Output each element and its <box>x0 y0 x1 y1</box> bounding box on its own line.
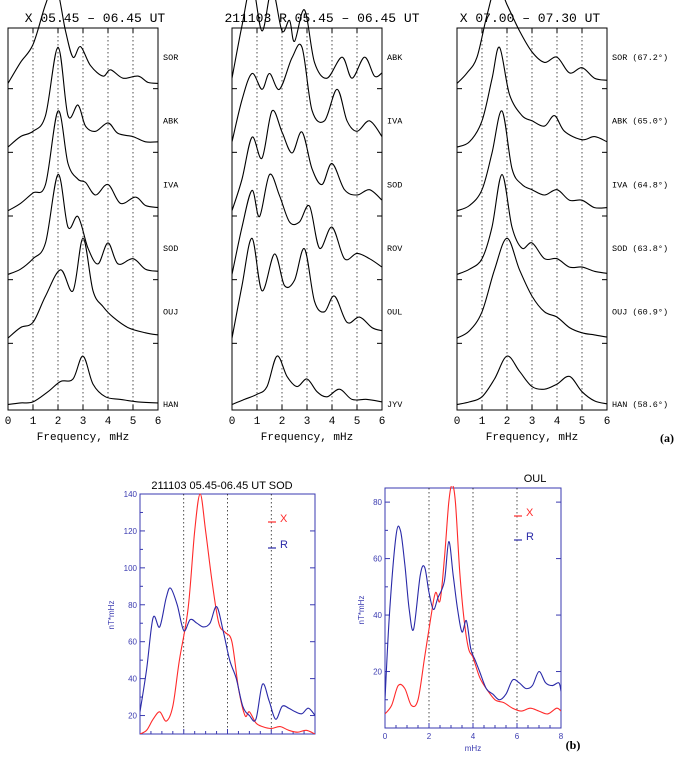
panel-a3-grid <box>482 28 582 410</box>
station-label-ouj: OUJ <box>163 307 179 318</box>
legend-label-r: R <box>526 531 534 543</box>
x-tick-label: 6 <box>378 416 386 428</box>
panel-b2-title: OUL <box>523 473 547 485</box>
x-tick-label: 5 <box>578 416 586 428</box>
station-label-rov: ROV <box>387 244 403 255</box>
x-tick-label: 6 <box>154 416 162 428</box>
panel-a1 <box>5 0 180 444</box>
y-tick-label: 20 <box>128 711 137 721</box>
legend-label-r: R <box>280 539 288 551</box>
x-tick-label: 6 <box>514 732 520 741</box>
x-tick-label: 2 <box>503 416 511 428</box>
y-tick-label: 80 <box>128 600 137 610</box>
station-label-jyv: JYV <box>387 400 403 410</box>
panel-a1-grid <box>33 28 133 410</box>
y-tick-label: 20 <box>373 667 382 677</box>
station-label-ouj-60-9: OUJ (60.9°) <box>612 307 669 318</box>
x-tick-label: 2 <box>54 416 62 428</box>
panel-a3-xlabel: Frequency, mHz <box>485 432 579 444</box>
panel-a1-xlabel: Frequency, mHz <box>36 432 130 444</box>
panel-b2-grid <box>429 488 517 728</box>
y-tick-label: 140 <box>123 490 137 499</box>
x-tick-label: 6 <box>603 416 611 428</box>
x-tick-label: 4 <box>553 416 561 428</box>
panel-b1 <box>107 480 315 734</box>
panel-b2-xlabel: mHz <box>464 744 482 753</box>
figure-label-b: (b) <box>565 738 581 752</box>
legend-label-x: X <box>526 507 534 519</box>
x-tick-label: 4 <box>470 732 476 741</box>
panel-a2-title: 211103 R 05.45 – 06.45 UT <box>224 11 420 26</box>
panel-b1-ylabel: nT*mHz <box>107 600 116 630</box>
x-tick-label: 1 <box>253 416 261 428</box>
y-tick-label: 100 <box>123 563 137 573</box>
x-tick-label: 2 <box>278 416 286 428</box>
station-label-oul: OUL <box>387 307 403 318</box>
figure-label-a: (a) <box>660 431 674 445</box>
panel-b1-title: 211103 05.45-06.45 UT SOD <box>151 480 293 492</box>
x-tick-label: 0 <box>228 416 236 428</box>
station-label-abk: ABK <box>163 116 179 127</box>
station-label-han-58-6: HAN (58.6°) <box>612 400 669 410</box>
panel-a2-grid <box>257 28 357 410</box>
panel-b2-curves <box>385 485 561 714</box>
station-label-sod: SOD <box>387 180 403 191</box>
panel-a2-xlabel: Frequency, mHz <box>260 432 354 444</box>
x-tick-label: 0 <box>4 416 12 428</box>
panel-a3-title: X 07.00 – 07.30 UT <box>459 11 601 26</box>
panel-a2 <box>224 0 419 444</box>
x-tick-label: 5 <box>353 416 361 428</box>
panel-b2-xticks <box>383 723 564 741</box>
panel-a2-station-labels <box>387 53 403 410</box>
x-tick-label: 3 <box>303 416 311 428</box>
x-tick-label: 4 <box>328 416 336 428</box>
station-label-han: HAN <box>163 400 179 410</box>
x-tick-label: 1 <box>478 416 486 428</box>
panel-b2-yticks <box>373 498 561 700</box>
station-label-sor-67-2: SOR (67.2°) <box>612 53 669 64</box>
y-tick-label: 60 <box>128 637 137 647</box>
station-label-iva: IVA <box>387 116 403 127</box>
panel-a1-station-labels <box>163 53 179 410</box>
station-label-sod: SOD <box>163 244 179 255</box>
x-tick-label: 4 <box>104 416 112 428</box>
x-tick-label: 5 <box>129 416 137 428</box>
x-tick-label: 3 <box>528 416 536 428</box>
x-tick-label: 1 <box>29 416 37 428</box>
station-label-abk-65-0: ABK (65.0°) <box>612 116 669 127</box>
station-label-sod-63-8: SOD (63.8°) <box>612 244 669 255</box>
x-tick-label: 0 <box>453 416 461 428</box>
panel-a3 <box>454 0 668 444</box>
panel-b2-ylabel: nT*mHz <box>357 595 366 625</box>
station-label-abk: ABK <box>387 53 403 64</box>
station-label-sor: SOR <box>163 53 179 64</box>
y-tick-label: 40 <box>373 611 382 621</box>
x-tick-label: 3 <box>79 416 87 428</box>
panel-b1-grid <box>184 494 272 734</box>
x-tick-label: 0 <box>382 732 388 741</box>
panel-a3-station-labels <box>612 53 668 410</box>
y-tick-label: 120 <box>123 526 137 536</box>
y-tick-label: 60 <box>373 554 382 564</box>
y-tick-label: 40 <box>128 674 137 684</box>
y-tick-label: 80 <box>373 498 382 508</box>
panel-b2 <box>357 473 564 753</box>
x-tick-label: 2 <box>426 732 432 741</box>
station-label-iva: IVA <box>163 180 179 191</box>
station-label-iva-64-8: IVA (64.8°) <box>612 180 669 191</box>
panel-a1-title: X 05.45 – 06.45 UT <box>24 11 166 26</box>
legend-label-x: X <box>280 513 288 525</box>
x-tick-label: 8 <box>558 732 564 741</box>
